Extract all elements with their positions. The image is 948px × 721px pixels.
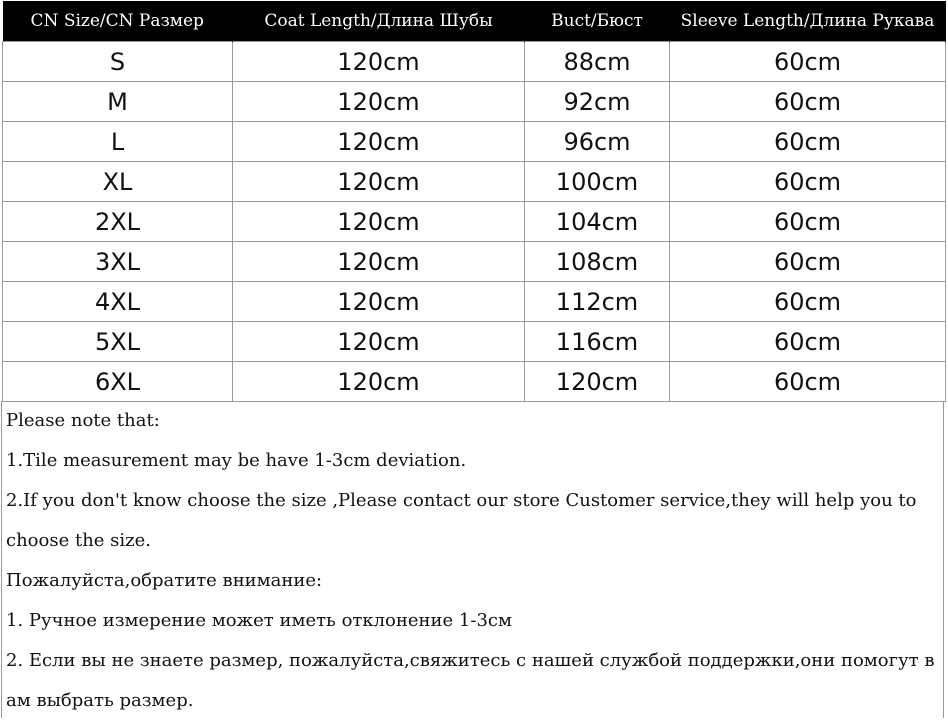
- sleeve-length-cell: 60cm: [670, 42, 946, 82]
- sleeve-length-cell: 60cm: [670, 202, 946, 242]
- size-cell: XL: [3, 162, 233, 202]
- size-chart-table: [2, 1, 946, 402]
- sleeve-length-cell: 60cm: [670, 282, 946, 322]
- coat-length-cell: 120cm: [233, 42, 525, 82]
- header-bust: Buct/Бюст: [525, 1, 670, 42]
- bust-cell: 100cm: [525, 162, 670, 202]
- table-row: [3, 322, 946, 362]
- coat-length-cell: 120cm: [233, 322, 525, 362]
- size-cell: 3XL: [3, 242, 233, 282]
- coat-length-cell: 120cm: [233, 202, 525, 242]
- note-item-contact-en-continued: choose the size.: [6, 530, 152, 551]
- size-cell: 6XL: [3, 362, 233, 402]
- notes-heading-ru: Пожалуйста,обратите внимание:: [6, 570, 323, 591]
- bust-cell: 108cm: [525, 242, 670, 282]
- table-row: [3, 122, 946, 162]
- bust-cell: 96cm: [525, 122, 670, 162]
- table-row: [3, 362, 946, 402]
- table-row: [3, 162, 946, 202]
- sleeve-length-cell: 60cm: [670, 362, 946, 402]
- bust-cell: 92cm: [525, 82, 670, 122]
- coat-length-cell: 120cm: [233, 122, 525, 162]
- coat-length-cell: 120cm: [233, 242, 525, 282]
- size-cell: 5XL: [3, 322, 233, 362]
- bust-cell: 120cm: [525, 362, 670, 402]
- header-row: [3, 1, 946, 42]
- note-item-contact-ru: 2. Если вы не знаете размер, пожалуйста,свяжитесь с нашей службой поддержки,они помогут в: [6, 650, 935, 671]
- sleeve-length-cell: 60cm: [670, 122, 946, 162]
- sleeve-length-cell: 60cm: [670, 82, 946, 122]
- coat-length-cell: 120cm: [233, 162, 525, 202]
- size-cell: 2XL: [3, 202, 233, 242]
- note-item-contact-ru-continued: ам выбрать размер.: [6, 690, 194, 711]
- table-row: [3, 282, 946, 322]
- notes-section: [1, 401, 944, 718]
- bust-cell: 104cm: [525, 202, 670, 242]
- coat-length-cell: 120cm: [233, 82, 525, 122]
- header-cn-size: CN Size/CN Размер: [3, 1, 233, 42]
- sleeve-length-cell: 60cm: [670, 242, 946, 282]
- table-row: [3, 42, 946, 82]
- sleeve-length-cell: 60cm: [670, 322, 946, 362]
- table-row: [3, 242, 946, 282]
- coat-length-cell: 120cm: [233, 282, 525, 322]
- coat-length-cell: 120cm: [233, 362, 525, 402]
- header-sleeve-length: Sleeve Length/Длина Рукава: [670, 1, 946, 42]
- table-row: [3, 82, 946, 122]
- note-item-deviation-ru: 1. Ручное измерение может иметь отклонение 1-3см: [6, 610, 512, 631]
- notes-heading-en: Please note that:: [6, 410, 160, 431]
- size-cell: L: [3, 122, 233, 162]
- size-cell: M: [3, 82, 233, 122]
- header-coat-length: Coat Length/Длина Шубы: [233, 1, 525, 42]
- bust-cell: 88cm: [525, 42, 670, 82]
- size-cell: 4XL: [3, 282, 233, 322]
- size-cell: S: [3, 42, 233, 82]
- bust-cell: 112cm: [525, 282, 670, 322]
- sleeve-length-cell: 60cm: [670, 162, 946, 202]
- bust-cell: 116cm: [525, 322, 670, 362]
- note-item-deviation-en: 1.Tile measurement may be have 1-3cm deviation.: [6, 450, 467, 471]
- table-row: [3, 202, 946, 242]
- note-item-contact-en: 2.If you don't know choose the size ,Please contact our store Customer service,they will help you to: [6, 490, 917, 511]
